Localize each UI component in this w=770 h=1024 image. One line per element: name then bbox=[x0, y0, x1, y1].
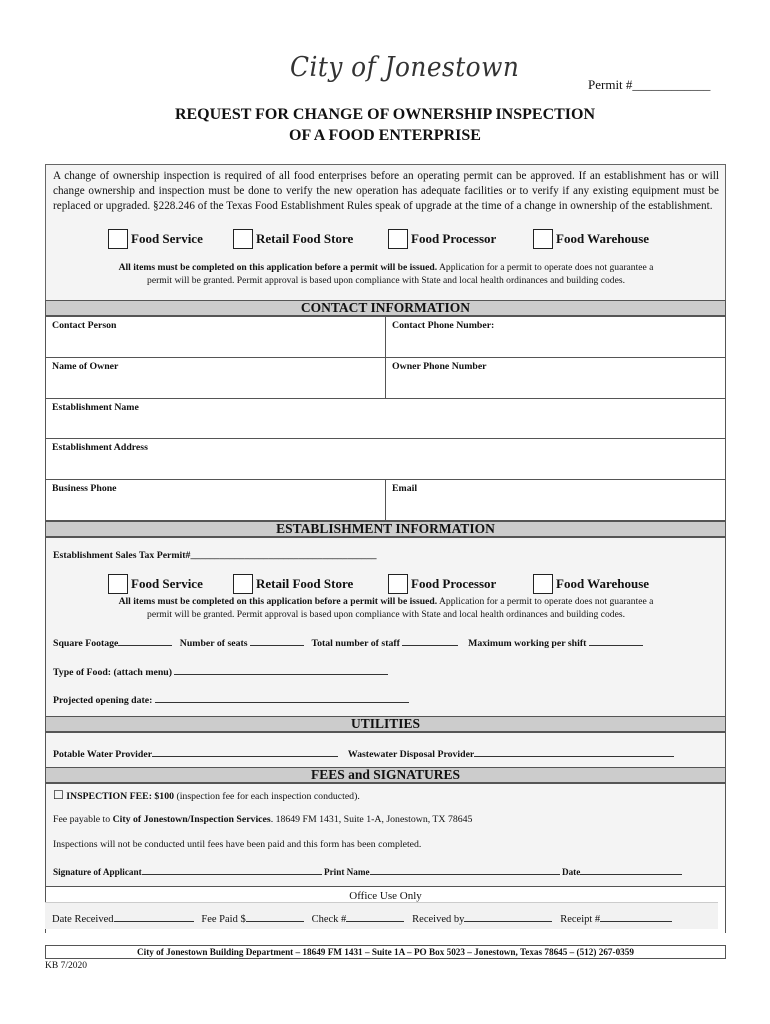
checkbox[interactable] bbox=[388, 229, 408, 249]
print-name-label: Print Name bbox=[323, 867, 370, 877]
opening-date-label: Projected opening date: bbox=[53, 695, 153, 706]
category-label: Food Warehouse bbox=[556, 231, 650, 246]
food-type-row bbox=[53, 664, 388, 678]
est-category-food-processor[interactable] bbox=[388, 574, 496, 594]
notice-rest: Application for a permit to operate does not guarantee a bbox=[437, 596, 654, 607]
contact-phone-field[interactable] bbox=[385, 316, 726, 358]
checkbox[interactable] bbox=[533, 229, 553, 249]
payable-address: . 18649 FM 1431, Suite 1-A, Jonestown, TX 78645 bbox=[270, 814, 473, 825]
category-label: Food Service bbox=[131, 576, 203, 591]
est-permit-notice bbox=[56, 595, 716, 621]
fee-paid-input[interactable] bbox=[246, 911, 304, 922]
water-provider-input[interactable] bbox=[152, 746, 338, 757]
category-label: Food Processor bbox=[411, 231, 497, 246]
utilities-section bbox=[45, 732, 726, 768]
sales-tax-permit[interactable]: Establishment Sales Tax Permit#______________________________________ bbox=[53, 550, 377, 561]
check-label: Check # bbox=[311, 914, 347, 925]
field-label: Contact Person bbox=[52, 320, 117, 331]
staff-input[interactable] bbox=[402, 635, 458, 646]
revision-label: KB 7/2020 bbox=[45, 961, 87, 971]
category-food-service[interactable] bbox=[108, 229, 203, 249]
not-conducted-note: Inspections will not be conducted until fees have been paid and this form has been completed. bbox=[53, 839, 422, 850]
date-input[interactable] bbox=[580, 864, 682, 875]
notice-line2: permit will be granted. Permit approval is based upon compliance with State and local health ordinances and building codes. bbox=[147, 609, 625, 620]
est-category-food-warehouse[interactable] bbox=[533, 574, 649, 594]
capacity-row bbox=[53, 635, 643, 649]
field-label: Name of Owner bbox=[52, 361, 119, 372]
notice-bold: All items must be completed on this application before a permit will be issued. bbox=[118, 262, 438, 273]
received-by-input[interactable] bbox=[464, 911, 552, 922]
opening-date-row bbox=[53, 692, 409, 706]
owner-name-field[interactable] bbox=[45, 357, 386, 399]
business-phone-field[interactable] bbox=[45, 479, 386, 521]
email-field[interactable] bbox=[385, 479, 726, 521]
max-shift-label: Maximum working per shift bbox=[468, 638, 587, 649]
fee-payable-row bbox=[53, 814, 472, 825]
field-label: Contact Phone Number: bbox=[392, 320, 495, 331]
category-retail-food-store[interactable] bbox=[233, 229, 353, 249]
est-category-food-service[interactable] bbox=[108, 574, 203, 594]
category-label: Food Processor bbox=[411, 576, 497, 591]
category-label: Retail Food Store bbox=[256, 231, 354, 246]
receipt-label: Receipt # bbox=[560, 914, 601, 925]
fee-amount: INSPECTION FEE: $100 bbox=[66, 791, 174, 802]
field-label: Email bbox=[392, 483, 418, 494]
square-footage-label: Square Footage bbox=[53, 638, 119, 649]
checkbox[interactable] bbox=[108, 229, 128, 249]
check-input[interactable] bbox=[346, 911, 404, 922]
date-received-label: Date Received bbox=[52, 914, 114, 925]
utilities-section-heading: UTILITIES bbox=[45, 716, 726, 732]
office-use-row bbox=[52, 911, 672, 925]
category-label: Food Warehouse bbox=[556, 576, 650, 591]
notice-line2: permit will be granted. Permit approval is based upon compliance with State and local health ordinances and building codes. bbox=[147, 275, 625, 286]
food-type-label: Type of Food: (attach menu) bbox=[53, 667, 173, 678]
wastewater-provider-label: Wastewater Disposal Provider bbox=[347, 749, 475, 760]
checkbox[interactable] bbox=[388, 574, 408, 594]
intro-section bbox=[45, 164, 726, 301]
fees-section-heading: FEES and SIGNATURES bbox=[45, 767, 726, 783]
date-received-input[interactable] bbox=[114, 911, 194, 922]
received-by-label: Received by bbox=[412, 914, 465, 925]
city-logo: City of Jonestown bbox=[290, 52, 520, 83]
seats-label: Number of seats bbox=[179, 638, 248, 649]
form-title-line2: OF A FOOD ENTERPRISE bbox=[289, 127, 481, 144]
checkbox[interactable] bbox=[108, 574, 128, 594]
office-use-heading: Office Use Only bbox=[349, 890, 422, 902]
permit-notice bbox=[56, 261, 716, 287]
square-footage-input[interactable] bbox=[118, 635, 172, 646]
staff-label: Total number of staff bbox=[311, 638, 400, 649]
checkbox[interactable] bbox=[233, 229, 253, 249]
fee-paid-label: Fee Paid $ bbox=[201, 914, 246, 925]
notice-rest: Application for a permit to operate does not guarantee a bbox=[437, 262, 654, 273]
fee-checkbox[interactable]: ☐ bbox=[53, 788, 64, 802]
signature-label: Signature of Applicant bbox=[53, 867, 142, 877]
form-title-line1: REQUEST FOR CHANGE OF OWNERSHIP INSPECTION bbox=[174, 106, 596, 123]
inspection-fee-row bbox=[53, 788, 360, 803]
field-label: Owner Phone Number bbox=[392, 361, 487, 372]
checkbox[interactable] bbox=[233, 574, 253, 594]
establishment-section-heading: ESTABLISHMENT INFORMATION bbox=[45, 521, 726, 537]
signature-row bbox=[53, 864, 682, 877]
category-food-warehouse[interactable] bbox=[533, 229, 649, 249]
date-label: Date bbox=[561, 867, 581, 877]
category-food-processor[interactable] bbox=[388, 229, 496, 249]
establishment-name-field[interactable] bbox=[45, 398, 726, 439]
contact-section-heading: CONTACT INFORMATION bbox=[45, 300, 726, 316]
contact-person-field[interactable] bbox=[45, 316, 386, 358]
checkbox[interactable] bbox=[533, 574, 553, 594]
category-label: Food Service bbox=[131, 231, 203, 246]
seats-input[interactable] bbox=[250, 635, 304, 646]
payable-to: City of Jonestown/Inspection Services bbox=[112, 814, 271, 825]
office-use-fields bbox=[45, 902, 718, 929]
permit-number-label: Permit #____________ bbox=[588, 77, 711, 92]
est-category-retail-food-store[interactable] bbox=[233, 574, 353, 594]
owner-phone-field[interactable] bbox=[385, 357, 726, 399]
category-label: Retail Food Store bbox=[256, 576, 354, 591]
establishment-section bbox=[45, 537, 726, 717]
field-label: Establishment Address bbox=[52, 442, 148, 453]
print-name-input[interactable] bbox=[370, 864, 560, 875]
footer-address: City of Jonestown Building Department – 18649 FM 1431 – Suite 1A – PO Box 5023 – Jonestown, Texas 78645 – (512) 267-0359 bbox=[45, 945, 726, 959]
signature-input[interactable] bbox=[142, 864, 322, 875]
wastewater-provider-input[interactable] bbox=[474, 746, 674, 757]
establishment-address-field[interactable] bbox=[45, 438, 726, 480]
field-label: Business Phone bbox=[52, 483, 117, 494]
utilities-row bbox=[53, 746, 674, 760]
intro-text: A change of ownership inspection is required of all food enterprises before an operating permit can be approved. If an establishment has or will change ownership and inspection must be done to verify the new operation has adequate facilities or to verify if any existing equipment must be replaced or upgraded. §228.246 of the Texas Food Establishment Rules speak of upgrade at the time of a change in ownership of the establishment. bbox=[53, 170, 719, 212]
food-type-input[interactable] bbox=[174, 664, 388, 675]
max-shift-input[interactable] bbox=[589, 635, 643, 646]
opening-date-input[interactable] bbox=[155, 692, 409, 703]
fee-note: (inspection fee for each inspection conducted). bbox=[174, 791, 360, 802]
water-provider-label: Potable Water Provider bbox=[53, 749, 153, 760]
receipt-input[interactable] bbox=[600, 911, 672, 922]
notice-bold: All items must be completed on this application before a permit will be issued. bbox=[118, 596, 438, 607]
field-label: Establishment Name bbox=[52, 402, 139, 413]
payable-prefix: Fee payable to bbox=[53, 814, 113, 825]
